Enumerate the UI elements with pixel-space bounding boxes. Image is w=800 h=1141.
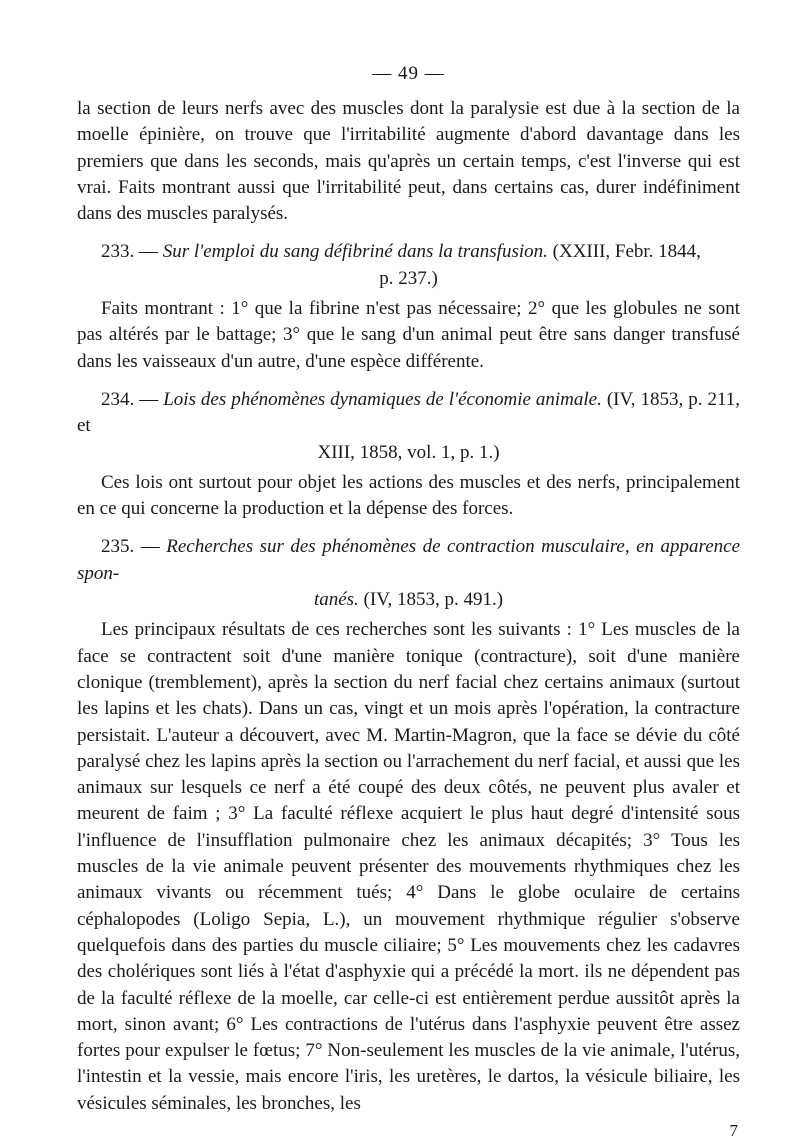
entry-body: Faits montrant : 1° que la fibrine n'est pas nécessaire; 2° que les globules ne sont pas altérés par le battage; 3° que le sang d'un animal peut être sans danger transfusé dans les vaisseaux d'un autre, d'une espèce différente. [77, 298, 740, 372]
entry-title: Recherches sur des phénomènes de contraction musculaire, en apparence spon- [77, 536, 741, 584]
entry-title: Sur l'emploi du sang défibriné dans la transfusion. [162, 241, 548, 263]
entry-heading [77, 534, 740, 587]
entry-reference-continued: p. 237.) [379, 267, 438, 289]
entry-reference: (IV, 1853, p. 491.) [363, 589, 504, 611]
entry-body: Les principaux résultats de ces recherches sont les suivants : 1° Les muscles de la face se contractent soit d'une manière tonique (contracture), soit d'une manière clonique (tremblement), après la section du nerf facial chez certains animaux (surtout les lapins et les chats). Dans un cas, vingt et un mois après l'opération, la contracture persistait. L'auteur a découvert, avec M. Martin-Magron, que la face se dévie du côté paralysé chez les lapins après la section ou l'arrachement du nerf facial, et aussi que les animaux sur lesquels ce nerf a été coupé des deux côtés, ne peuvent plus avaler et meurent de faim ; 3° La faculté réflexe acquiert le plus haut degré d'intensité sous l'influence de l'insufflation pulmonaire chez les animaux décapités; 3° Tous les muscles de la vie animale peuvent présenter des mouvements rhythmiques chez les animaux vivants ou récemment tués; 4° Dans le globe oculaire de certains céphalopodes (Loligo Sepia, L.), un mouvement rhythmique régulier s'observe quelquefois dans des parties du muscle ciliaire; 5° Les mouvements chez les cadavres des cholériques sont liés à l'état d'asphyxie qui a précédé la mort. ils ne dépendent pas de la faculté réflexe de la moelle, car celle-ci est entièrement perdue aussitôt après la mort, sinon avant; 6° Les contractions de l'utérus dans l'asphyxie peuvent être assez fortes pour expulser le fœtus; 7° Non-seulement les muscles de la vie animale, l'utérus, l'intestin et la vessie, mais encore l'iris, les uretères, le dartos, la vésicule biliaire, les vésicules séminales, les bronches, les [77, 619, 740, 1114]
entry-number: 235. — [101, 536, 160, 558]
entry-reference: (IV, 1853, p. 211, et [77, 388, 741, 437]
entry-title: Lois des phénomènes dynamiques de l'économie animale. [163, 388, 602, 410]
intro-paragraph: la section de leurs nerfs avec des muscles dont la paralysie est due à la section de la moelle épinière, on trouve que l'irritabilité augmente d'abord davantage dans les premiers que dans les seconds, mais qu'après un certain temps, c'est l'inverse qui est vrai. Faits montrant aussi que l'irritabilité peut, dans certains cas, durer indéfiniment dans des muscles paralysés. [77, 98, 740, 225]
printer-signature: 7 [729, 1120, 738, 1140]
entry-235 [77, 534, 740, 1117]
entry-234 [77, 387, 740, 522]
entry-heading [77, 239, 740, 265]
entry-body: Ces lois ont surtout pour objet les actions des muscles et des nerfs, principalement en ce qui concerne la production et la dépense des forces. [77, 471, 740, 520]
document-page [77, 62, 740, 1141]
entry-number: 234. — [101, 388, 159, 410]
entry-heading [77, 387, 740, 440]
entry-number: 233. — [101, 241, 158, 263]
entry-reference-continued: XIII, 1858, vol. 1, p. 1.) [317, 441, 500, 463]
page-number: — 49 — [372, 63, 445, 84]
entry-reference: (XXIII, Febr. 1844, [552, 241, 701, 263]
entry-title-continued: tanés. [313, 589, 359, 611]
entry-233 [77, 239, 740, 374]
entry-heading-continued [77, 587, 740, 613]
